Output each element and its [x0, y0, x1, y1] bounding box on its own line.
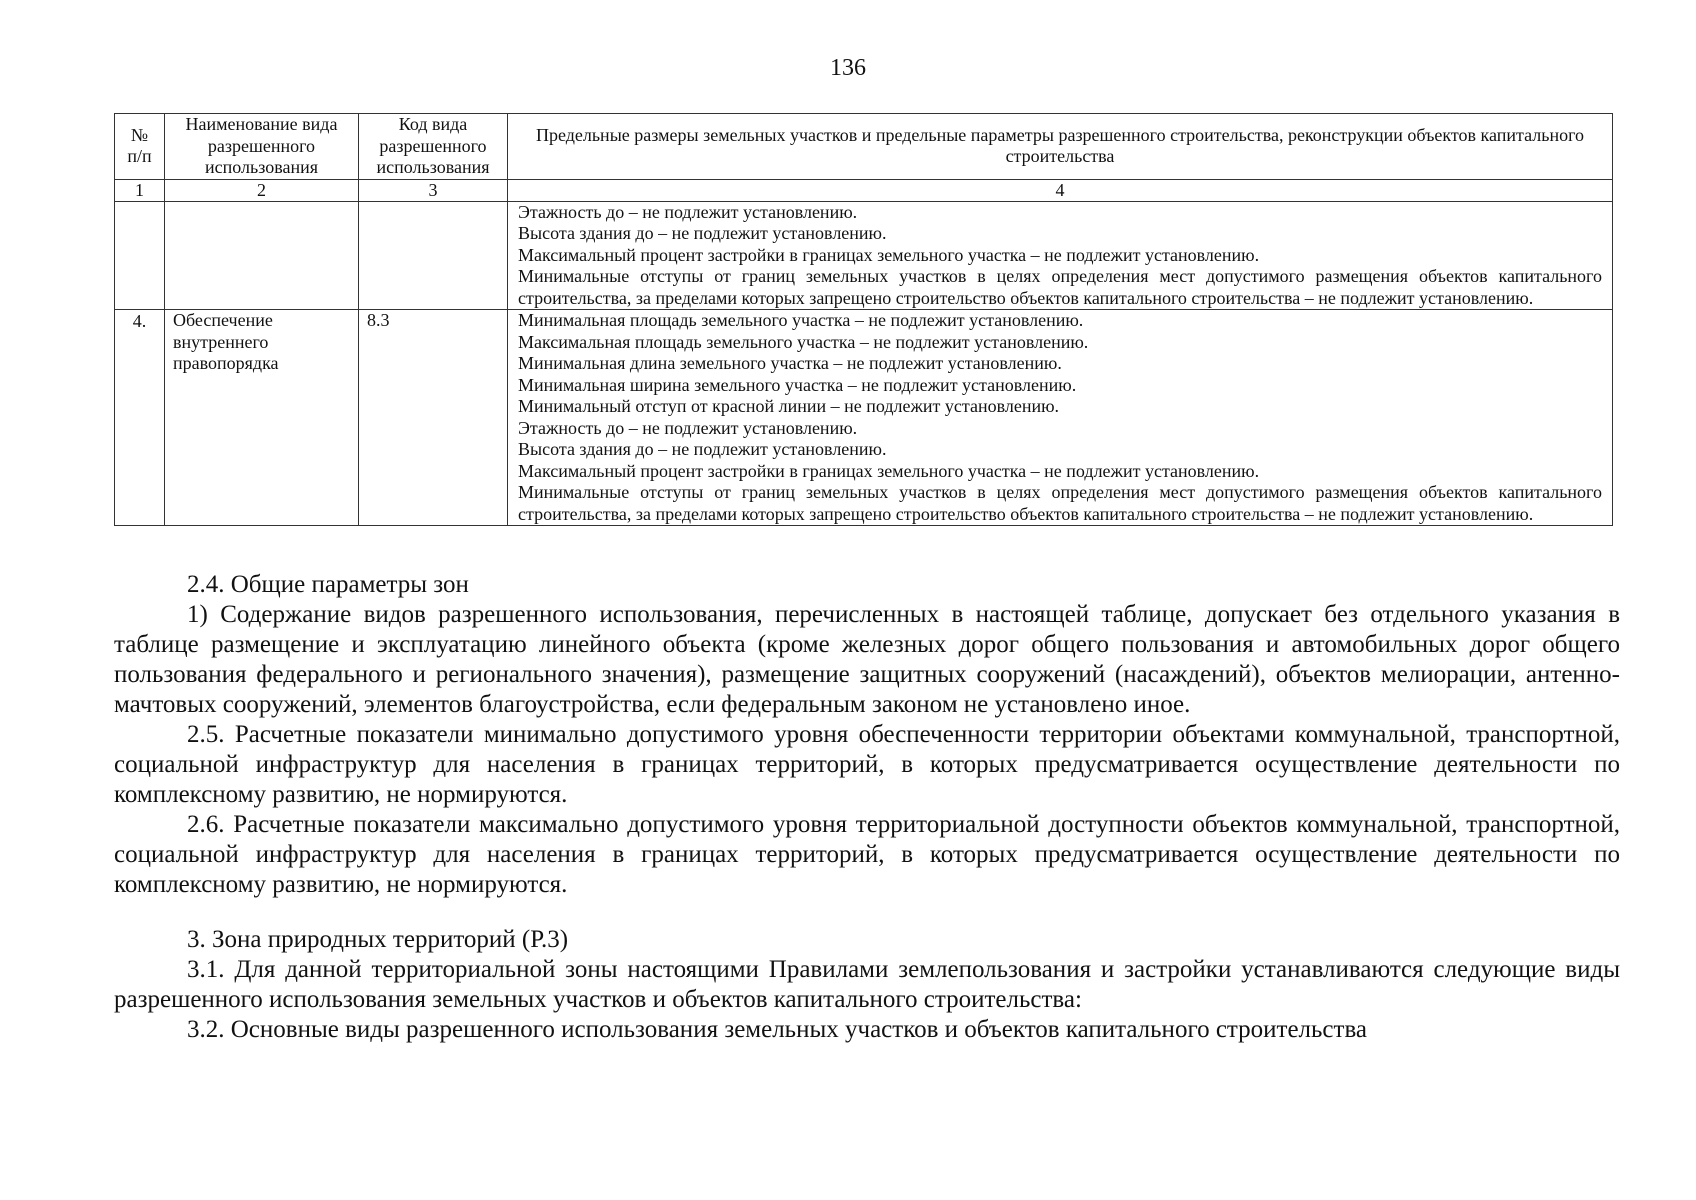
paragraph: 3.2. Основные виды разрешенного использования земельных участков и объектов капитального строительства: [187, 1016, 1368, 1043]
column-number: 2: [165, 179, 359, 201]
parameter-line: Минимальная ширина земельного участка – не подлежит установлению.: [518, 374, 1077, 395]
parameter-line: Минимальная длина земельного участка – не подлежит установлению.: [518, 353, 1062, 373]
row-parameters: [508, 310, 1613, 526]
parameter-line: Максимальная площадь земельного участка – не подлежит установлению.: [518, 331, 1089, 352]
header-parameters: Предельные размеры земельных участков и предельные параметры разрешенного строительства, реконструкции объектов капитального строительства: [508, 114, 1613, 180]
parameters-table: [114, 113, 1613, 526]
header-use-name: Наименование вида разрешенного использования: [165, 114, 359, 180]
column-number-row: [115, 179, 1613, 201]
parameter-line: Минимальная площадь земельного участка – не подлежит установлению.: [518, 310, 1084, 330]
paragraph: 3.1. Для данной территориальной зоны настоящими Правилами землепользования и застройки устанавливаются следующие виды разрешенного использования земельных участков и объектов капитального строительства:: [114, 956, 1620, 1013]
column-number: 1: [115, 179, 165, 201]
section-heading: 3. Зона природных территорий (Р.3): [187, 926, 569, 953]
row-number: [115, 201, 165, 310]
column-number: 3: [359, 179, 508, 201]
parameter-line: Минимальный отступ от красной линии – не подлежит установлению.: [518, 396, 1060, 416]
parameter-line: Минимальные отступы от границ земельных участков в целях определения мест допустимого размещения объектов капитального строительства, за пределами которых запрещено строительство объектов капитального строительства – не подлежит установлению.: [518, 482, 1602, 524]
parameter-line: Этажность до – не подлежит установлению.: [518, 201, 858, 222]
header-number: № п/п: [115, 114, 165, 180]
row-number: 4.: [115, 310, 165, 526]
paragraph: 2.5. Расчетные показатели минимально допустимого уровня обеспеченности территории объектами коммунальной, транспортной, социальной инфраструктур для населения в границах территорий, в которых предусматривается осуществление деятельности по комплексному развитию, не нормируются.: [114, 721, 1620, 808]
table-header-row: [115, 114, 1613, 180]
parameter-line: Максимальный процент застройки в границах земельного участка – не подлежит установлению.: [518, 244, 1260, 265]
document-body: [114, 570, 1620, 1045]
row-use-code: 8.3: [359, 310, 508, 526]
parameter-line: Высота здания до – не подлежит установлению.: [518, 439, 887, 459]
row-parameters: [508, 201, 1613, 310]
parameter-line: Высота здания до – не подлежит установлению.: [518, 223, 887, 243]
paragraph: 2.6. Расчетные показатели максимально допустимого уровня территориальной доступности объектов коммунальной, транспортной, социальной инфраструктур для населения в границах территорий, в которых предусматривается осуществление деятельности по комплексному развитию, не нормируются.: [114, 811, 1620, 898]
section-heading: 2.4. Общие параметры зон: [187, 571, 469, 598]
paragraph: 1) Содержание видов разрешенного использования, перечисленных в настоящей таблице, допускает без отдельного указания в таблице размещение и эксплуатацию линейного объекта (кроме железных дорог общего пользования и автомобильных дорог общего пользования федерального и регионального значения), размещение защитных сооружений (насаждений), объектов мелиорации, антенно-мачтовых сооружений, элементов благоустройства, если федеральным законом не установлено иное.: [114, 601, 1620, 718]
table-row: [115, 310, 1613, 526]
row-use-name: Обеспечение внутреннего правопорядка: [165, 310, 359, 526]
table-row: [115, 201, 1613, 310]
page-number: 136: [830, 55, 866, 81]
header-use-code: Код вида разрешенного использования: [359, 114, 508, 180]
row-use-code: [359, 201, 508, 310]
parameter-line: Этажность до – не подлежит установлению.: [518, 417, 858, 438]
parameter-line: Максимальный процент застройки в границах земельного участка – не подлежит установлению.: [518, 460, 1260, 481]
column-number: 4: [508, 179, 1613, 201]
parameter-line: Минимальные отступы от границ земельных участков в целях определения мест допустимого размещения объектов капитального строительства, за пределами которых запрещено строительство объектов капитального строительства – не подлежит установлению.: [518, 266, 1602, 308]
row-use-name: [165, 201, 359, 310]
